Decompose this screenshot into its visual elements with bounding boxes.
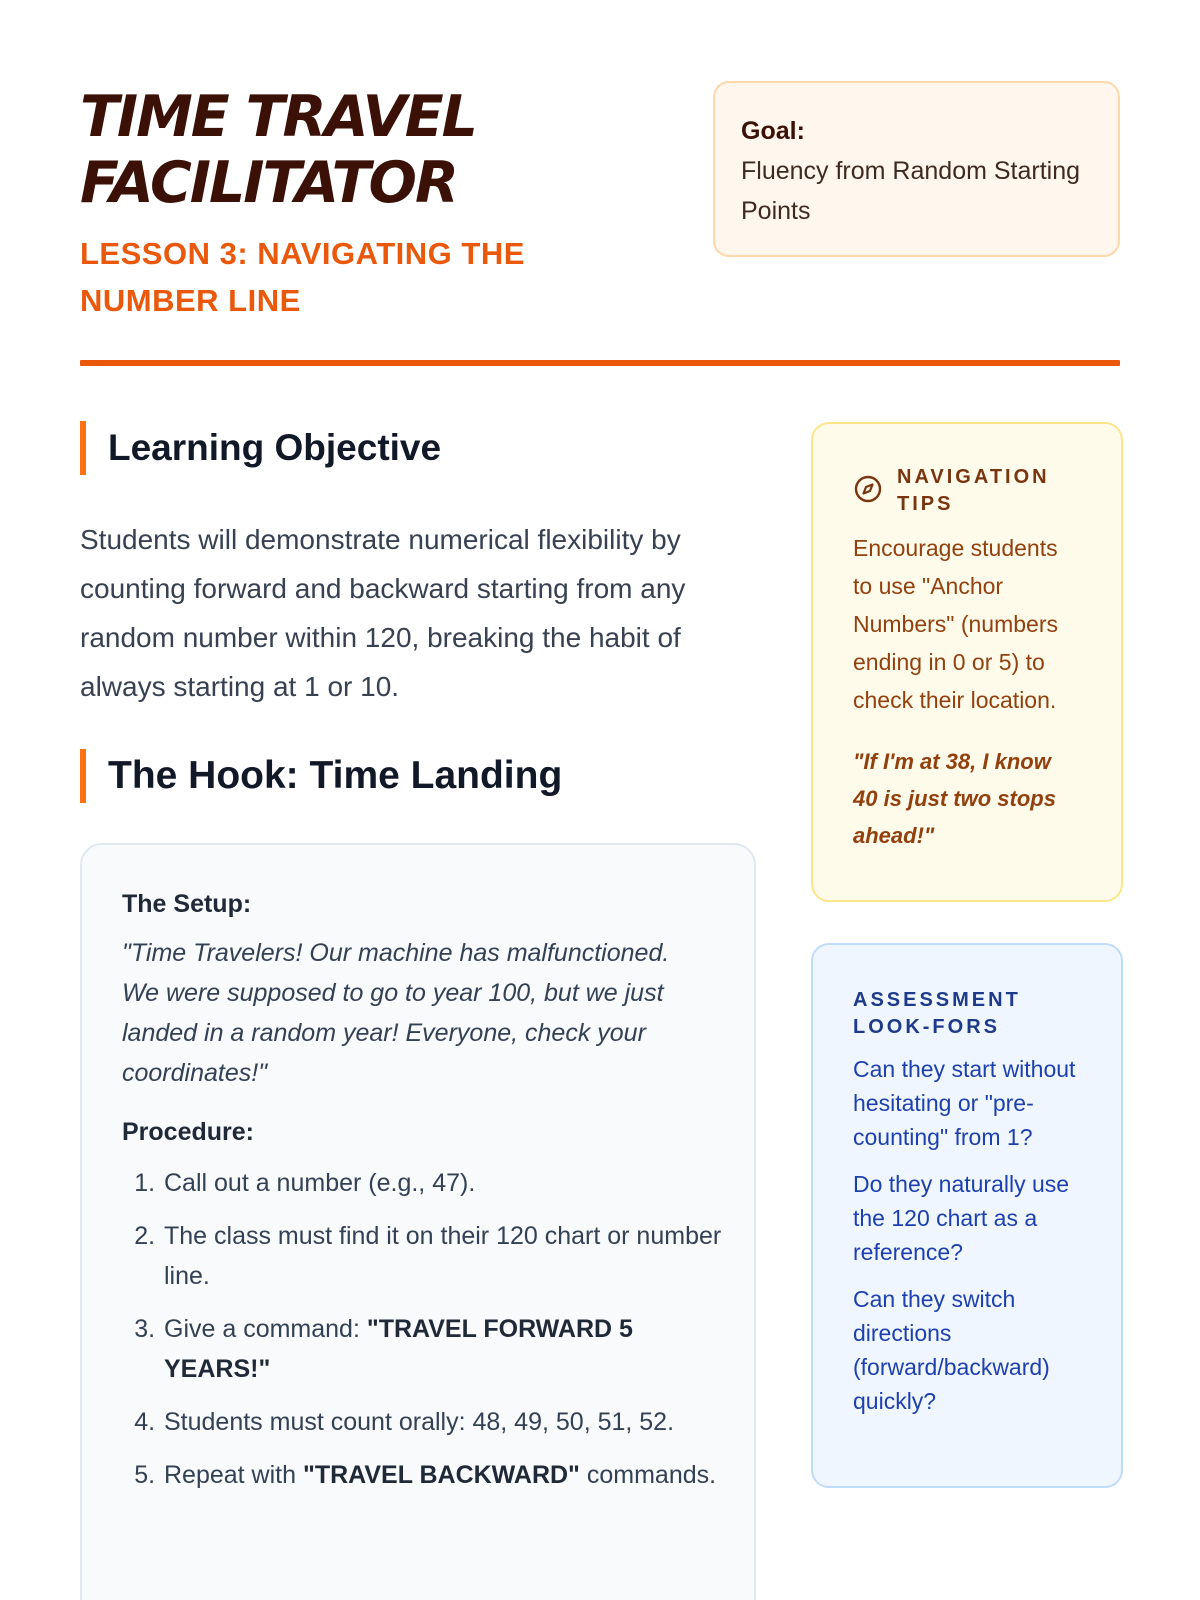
assessment-item: Can they switch directions (forward/backward) quickly? (853, 1286, 1050, 1414)
navigation-tips-quote: "If I'm at 38, I know 40 is just two stops ahead!" (853, 749, 1056, 848)
assessment-item: Can they start without hesitating or "pre-counting" from 1? (853, 1056, 1076, 1150)
procedure-label: Procedure: (122, 1118, 254, 1146)
header-divider (80, 360, 1120, 366)
goal-text: Fluency from Random Starting Points (741, 157, 1081, 225)
page-title: TIME TRAVEL FACILITATOR (80, 84, 476, 216)
compass-icon (853, 474, 883, 504)
procedure-step: 1. Call out a number (e.g., 47). (162, 1163, 722, 1203)
assessment-list (853, 1052, 1081, 1418)
navigation-tips-card (811, 422, 1123, 902)
objective-heading: Learning Objective (80, 421, 441, 475)
procedure-step: 5. Repeat with "TRAVEL BACKWARD" commands. (162, 1455, 722, 1495)
procedure-step: 4. Students must count orally: 48, 49, 50, 51, 52. (162, 1402, 722, 1442)
procedure-step: 2. The class must find it on their 120 chart or number line. (162, 1216, 722, 1296)
hook-heading: The Hook: Time Landing (80, 749, 562, 803)
procedure-steps (122, 1163, 722, 1495)
setup-quote: "Time Travelers! Our machine has malfunctioned. We were supposed to go to year 100, but we just landed in a random year! Everyone, check your coordinates!" (122, 939, 670, 1087)
navigation-tips-title: NAVIGATION TIPS (897, 466, 1050, 515)
objective-text: Students will demonstrate numerical flexibility by counting forward and backward starting from any random number within 120, breaking the habit of always starting at 1 or 10. (80, 524, 686, 702)
procedure-step: 3. Give a command: "TRAVEL FORWARD 5 YEARS!" (162, 1309, 722, 1389)
goal-box (713, 81, 1120, 257)
lesson-subtitle: LESSON 3: NAVIGATING THE NUMBER LINE (80, 236, 525, 318)
hook-card (80, 843, 756, 1600)
assessment-title: ASSESSMENT LOOK-FORS (853, 989, 1021, 1038)
lesson-header (80, 84, 1120, 364)
goal-label: Goal: (741, 117, 805, 145)
assessment-item: Do they naturally use the 120 chart as a reference? (853, 1171, 1070, 1265)
setup-label: The Setup: (122, 890, 252, 918)
navigation-tips-text: Encourage students to use "Anchor Numbers" (numbers ending in 0 or 5) to check their location. (853, 535, 1059, 713)
assessment-card (811, 943, 1123, 1488)
navigation-tips-header (853, 464, 1081, 518)
